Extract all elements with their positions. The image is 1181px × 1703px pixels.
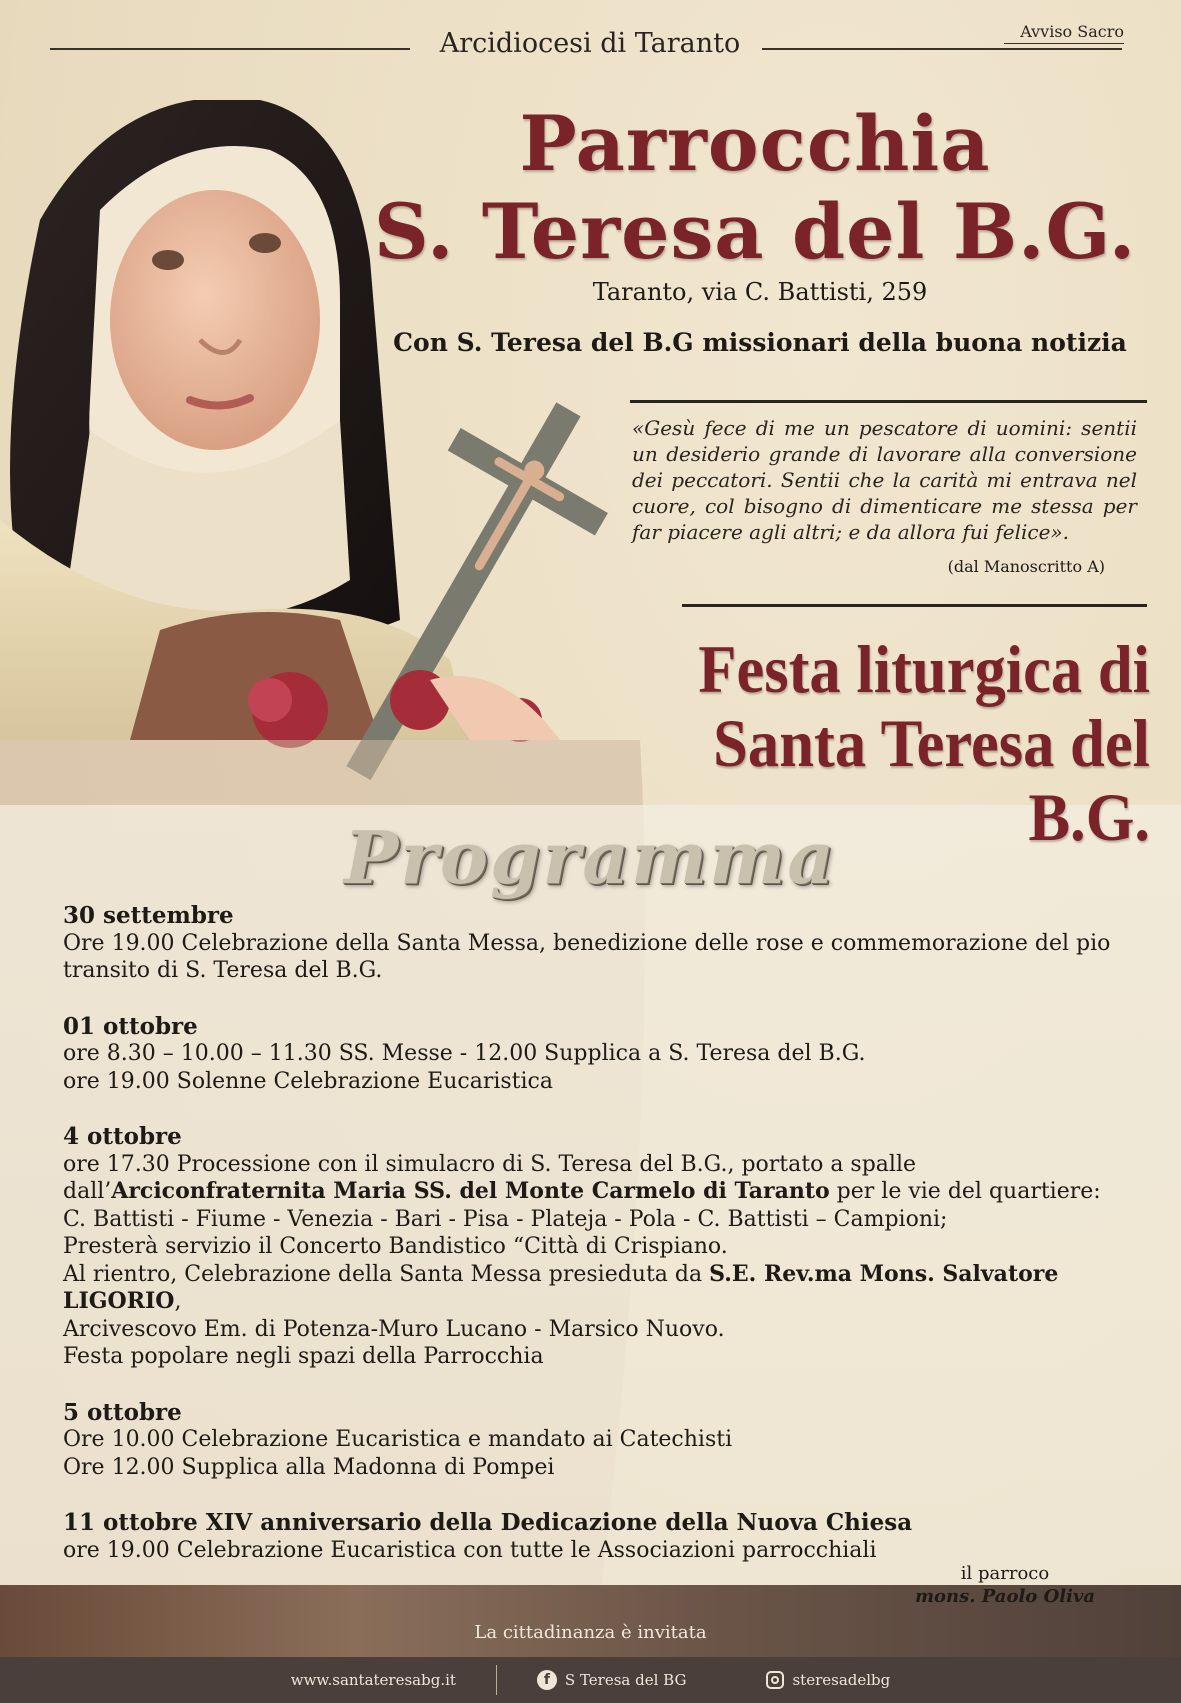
header-rule-left xyxy=(50,48,410,50)
confraternity-name: Arciconfraternita Maria SS. del Monte Carmelo di Taranto xyxy=(111,1178,830,1204)
event-line: ore 19.00 Celebrazione Eucaristica con tutte le Associazioni parrocchiali xyxy=(63,1537,877,1563)
quote-source: (dal Manoscritto A) xyxy=(947,557,1105,576)
signature-role: il parroco xyxy=(960,1563,1050,1584)
page-title xyxy=(350,100,1160,276)
procession-route: C. Battisti - Fiume - Venezia - Bari - Pisa - Plateja - Pola - C. Battisti – Campioni; xyxy=(63,1206,948,1232)
event-date: 11 ottobre XIV anniversario della Dedicazione della Nuova Chiesa xyxy=(63,1509,913,1536)
title-line-2: S. Teresa del B.G. xyxy=(373,187,1137,276)
header-rule-right xyxy=(762,48,1122,50)
event-item xyxy=(63,1399,1143,1482)
program-heading: Programma xyxy=(343,815,837,900)
website-text: www.santateresabg.it xyxy=(290,1671,456,1689)
event-line: Ore 10.00 Celebrazione Eucaristica e mandato ai Catechisti xyxy=(63,1427,733,1452)
text-segment: , xyxy=(174,1289,182,1314)
archdiocese-label: Arcidiocesi di Taranto xyxy=(439,28,741,59)
event-item xyxy=(63,1013,1143,1096)
address: Taranto, via C. Battisti, 259 xyxy=(592,278,928,306)
text-segment: Al rientro, Celebrazione della Santa Messa presieduta da xyxy=(63,1261,710,1287)
instagram-text: steresadelbg xyxy=(792,1671,891,1689)
quote-rule-top xyxy=(630,400,1147,403)
event-date: 5 ottobre xyxy=(63,1398,182,1426)
event-line: ore 8.30 – 10.00 – 11.30 SS. Messe - 12.00 Supplica a S. Teresa del B.G. xyxy=(63,1041,866,1066)
event-item xyxy=(63,1123,1143,1371)
event-item xyxy=(63,1509,1143,1564)
notice-label: Avviso Sacro xyxy=(1004,22,1124,44)
event-line xyxy=(63,1261,1143,1316)
event-line: Festa popolare negli spazi della Parrocchia xyxy=(63,1344,544,1369)
facebook-link[interactable] xyxy=(497,1670,727,1690)
quote-rule-bottom xyxy=(682,604,1147,607)
text-segment: ore 17.30 Processione con il simulacro di S. Teresa del B.G., portato a spalle dall’ xyxy=(63,1151,917,1204)
signature xyxy=(880,1562,1130,1608)
instagram-icon xyxy=(766,1671,784,1689)
event-line: Arcivescovo Em. di Potenza-Muro Lucano - Marsico Nuovo. xyxy=(63,1316,725,1342)
event-date: 01 ottobre xyxy=(63,1012,198,1040)
facebook-icon: f xyxy=(537,1670,557,1690)
feast-line-1: Festa liturgica di xyxy=(698,631,1150,707)
signature-name: mons. Paolo Oliva xyxy=(914,1586,1096,1607)
program-list xyxy=(63,902,1143,1592)
event-item xyxy=(63,902,1143,985)
event-line: ore 19.00 Solenne Celebrazione Eucaristica xyxy=(63,1068,553,1094)
text-segment: per le vie del quartiere: xyxy=(829,1179,1101,1204)
invite-text: La cittadinanza è invitata xyxy=(474,1622,707,1643)
event-date: 30 settembre xyxy=(63,902,234,929)
quote-text: «Gesù fece di me un pescatore di uomini: sentii un desiderio grande di lavorare alla conversione dei peccatori. Sentii che la carità mi entrava nel cuore, col bisogno di dimenticare me stessa per far piacere agli altri; e da allora fui felice». xyxy=(632,416,1137,544)
motto: Con S. Teresa del B.G missionari della buona notizia xyxy=(393,328,1127,357)
instagram-link[interactable] xyxy=(726,1671,930,1689)
facebook-text: S Teresa del BG xyxy=(564,1671,687,1689)
footer xyxy=(0,1657,1181,1703)
event-line xyxy=(63,1151,1143,1206)
website-link[interactable] xyxy=(251,1671,496,1689)
event-line: Ore 19.00 Celebrazione della Santa Messa, benedizione delle rose e commemorazione del pio transito di S. Teresa del B.G. xyxy=(63,930,1111,983)
bishop-name: S.E. Rev.ma Mons. Salvatore LIGORIO xyxy=(63,1260,1059,1314)
event-date: 4 ottobre xyxy=(63,1123,182,1150)
event-line: Presterà servizio il Concerto Bandistico “Città di Crispiano. xyxy=(63,1234,728,1259)
feast-line-2: Santa Teresa del B.G. xyxy=(713,705,1150,855)
event-line: Ore 12.00 Supplica alla Madonna di Pompei xyxy=(63,1454,555,1480)
title-line-1: Parrocchia xyxy=(519,99,991,188)
